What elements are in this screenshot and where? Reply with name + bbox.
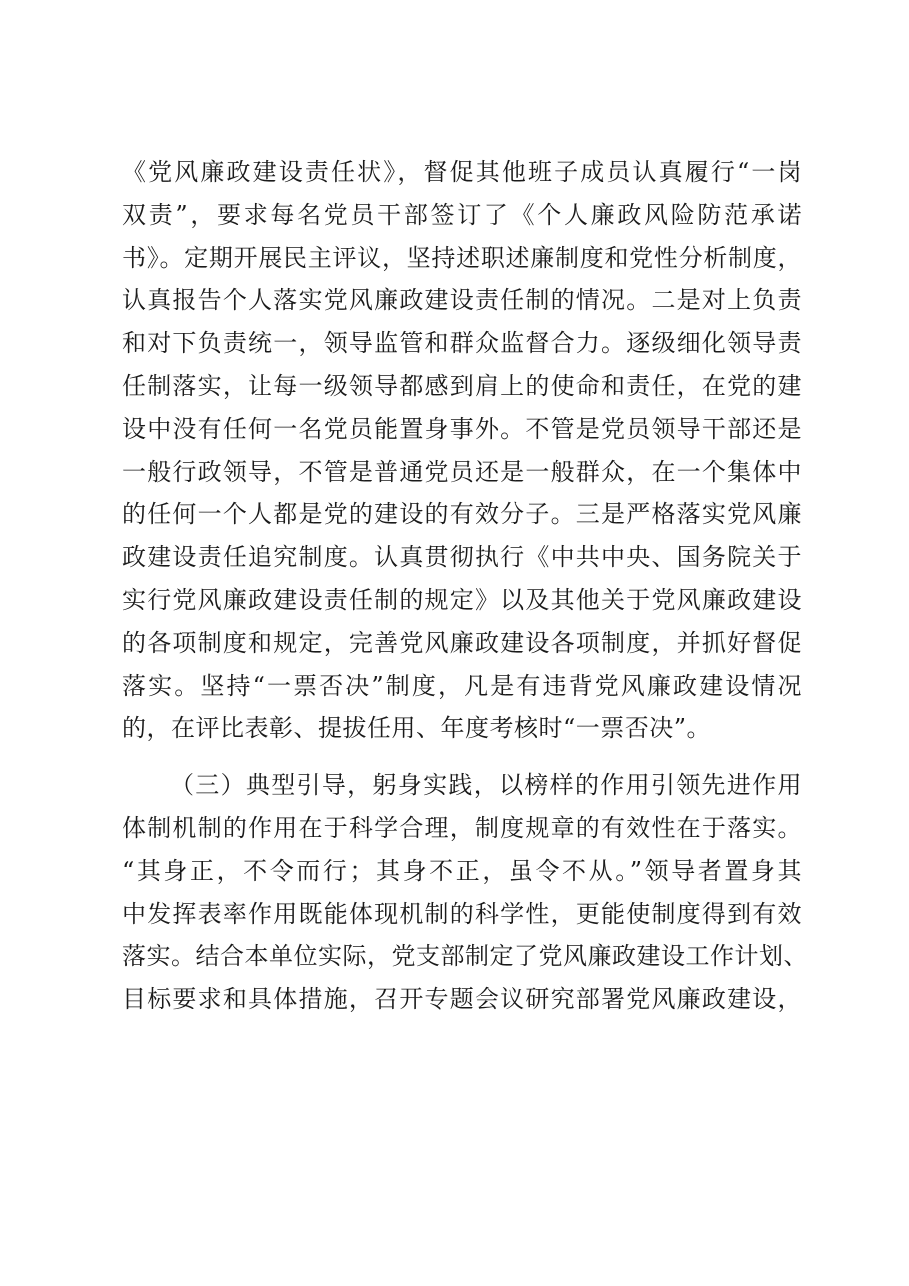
text-line: 的各项制度和规定，完善党风廉政建设各项制度，并抓好督促 [122, 628, 802, 657]
text-line: 的任何一个人都是党的建设的有效分子。三是严格落实党风廉 [122, 500, 802, 529]
text-line: 和对下负责统一，领导监管和群众监督合力。逐级细化领导责 [122, 329, 802, 358]
text-line: 的，在评比表彰、提拔任用、年度考核时“一票否决”。 [122, 714, 712, 743]
text-line: 任制落实，让每一级领导都感到肩上的使命和责任，在党的建 [122, 371, 802, 400]
text-line: 落实。坚持“一票否决”制度，凡是有违背党风廉政建设情况 [122, 671, 802, 700]
text-line: 中发挥表率作用既能体现机制的科学性，更能使制度得到有效 [122, 899, 802, 928]
text-line: 目标要求和具体措施，召开专题会议研究部署党风廉政建设， [122, 985, 802, 1014]
text-line: 一般行政领导，不管是普通党员还是一般群众，在一个集体中 [122, 457, 802, 486]
document-body [122, 151, 808, 1021]
text-line: 政建设责任追究制度。认真贯彻执行《中共中央、国务院关于 [122, 543, 802, 572]
text-line: 设中没有任何一名党员能置身事外。不管是党员领导干部还是 [122, 414, 802, 443]
section-heading-line: （三）典型引导，躬身实践，以榜样的作用引领先进作用 [170, 771, 802, 800]
paragraph-spacer [122, 750, 802, 764]
text-line: 体制机制的作用在于科学合理，制度规章的有效性在于落实。 [122, 813, 802, 842]
text-line: 认真报告个人落实党风廉政建设责任制的情况。二是对上负责 [122, 286, 802, 315]
text-line: “其身正，不令而行；其身不正，虽令不从。”领导者置身其 [122, 856, 802, 885]
paragraph-2 [122, 764, 808, 1021]
paragraph-1 [122, 151, 802, 750]
text-line: 实行党风廉政建设责任制的规定》以及其他关于党风廉政建设 [122, 585, 802, 614]
text-line: 落实。结合本单位实际，党支部制定了党风廉政建设工作计划、 [122, 942, 808, 971]
text-line: 《党风廉政建设责任状》，督促其他班子成员认真履行“一岗 [122, 158, 802, 186]
text-line: 双责”，要求每名党员干部签订了《个人廉政风险防范承诺 [122, 200, 802, 229]
text-line: 书》。定期开展民主评议，坚持述职述廉制度和党性分析制度， [122, 243, 802, 272]
